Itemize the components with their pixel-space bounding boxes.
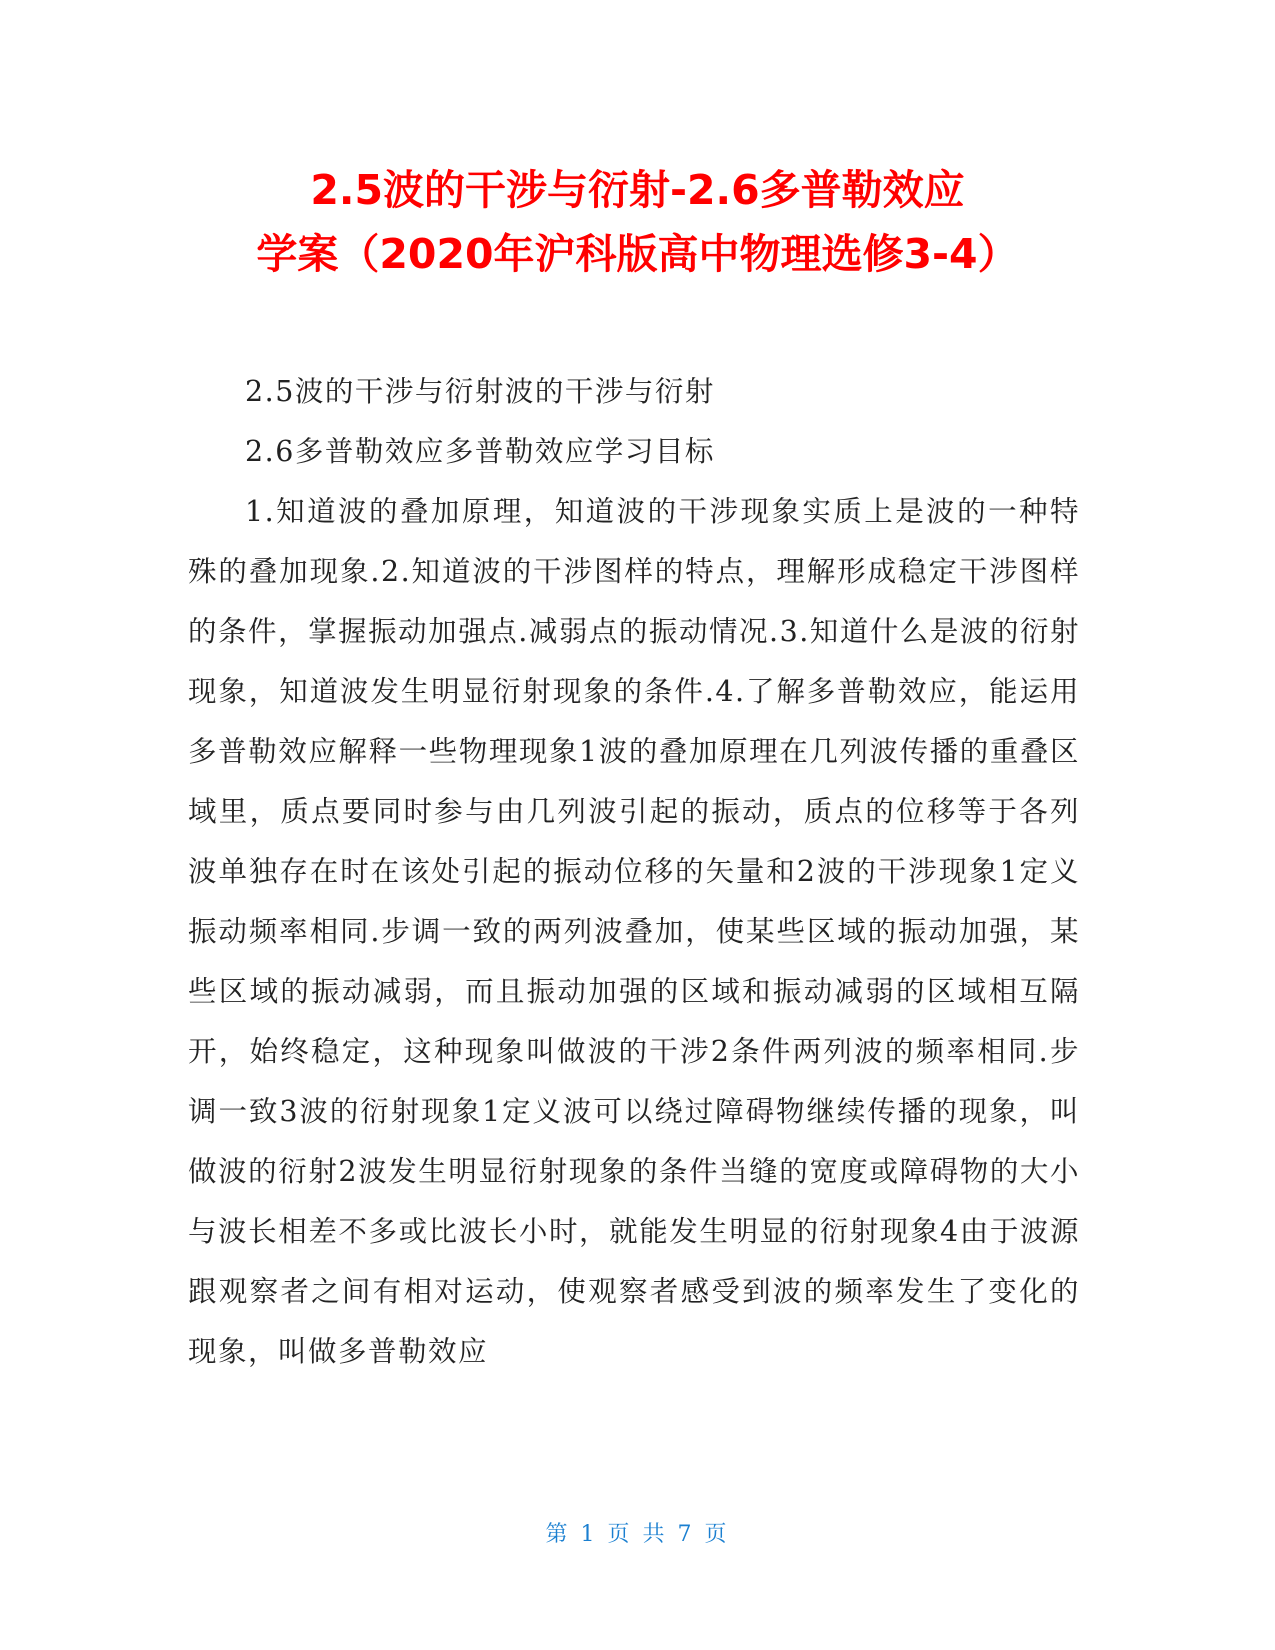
page-number-footer: 第 1 页 共 7 页 <box>545 1522 730 1547</box>
document-body <box>188 362 1080 1382</box>
body-paragraph-3: 1.知道波的叠加原理，知道波的干涉现象实质上是波的一种特殊的叠加现象.2.知道波的干涉图样的特点，理解形成稳定干涉图样的条件，掌握振动加强点.减弱点的振动情况.3.知道什么是波的衍射现象，知道波发生明显衍射现象的条件.4.了解多普勒效应，能运用多普勒效应解释一些物理现象1波的叠加原理在几列波传播的重叠区域里，质点要同时参与由几列波引起的振动，质点的位移等于各列波单独存在时在该处引起的振动位移的矢量和2波的干涉现象1定义振动频率相同.步调一致的两列波叠加，使某些区域的振动加强，某些区域的振动减弱，而且振动加强的区域和振动减弱的区域相互隔开，始终稳定，这种现象叫做波的干涉2条件两列波的频率相同.步调一致3波的衍射现象1定义波可以绕过障碍物继续传播的现象，叫做波的衍射2波发生明显衍射现象的条件当缝的宽度或障碍物的大小与波长相差不多或比波长小时，就能发生明显的衍射现象4由于波源跟观察者之间有相对运动，使观察者感受到波的频率发生了变化的现象，叫做多普勒效应 <box>188 495 1080 1368</box>
body-paragraph-2: 2.6多普勒效应多普勒效应学习目标 <box>245 435 715 468</box>
document-title-line-1: 2.5波的干涉与衍射-2.6多普勒效应 <box>310 166 965 214</box>
document-title <box>0 158 1275 286</box>
body-paragraph-1: 2.5波的干涉与衍射波的干涉与衍射 <box>245 375 715 408</box>
document-title-line-2: 学案（2020年沪科版高中物理选修3-4） <box>256 230 1019 278</box>
